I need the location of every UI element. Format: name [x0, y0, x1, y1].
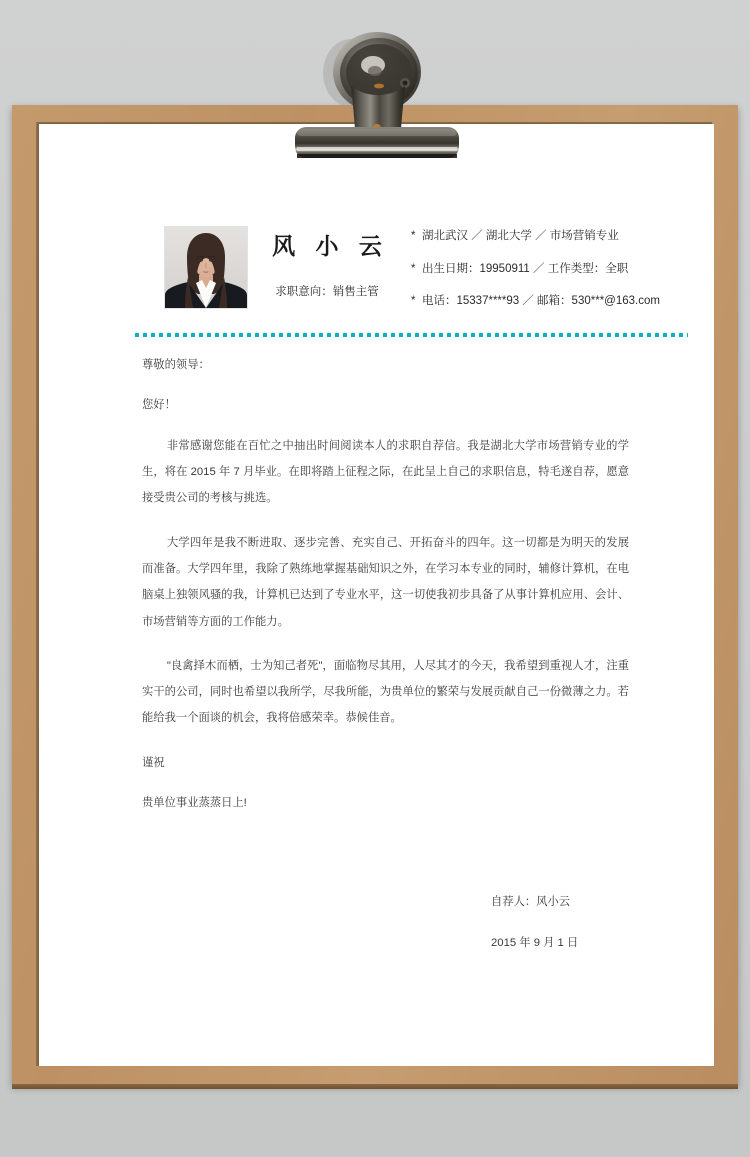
signature-block — [491, 893, 578, 950]
clipboard-board — [12, 105, 738, 1085]
contact-line-location — [411, 231, 699, 243]
resume-paper-sheet — [39, 124, 714, 1066]
asterisk-icon: * — [411, 262, 416, 275]
signature-date: 2015 年 9 月 1 日 — [491, 937, 579, 949]
contact-block — [406, 224, 699, 308]
letter-closing-1: 谨祝 — [142, 756, 165, 769]
letter-greeting: 您好！ — [142, 399, 176, 412]
resume-header — [164, 224, 699, 309]
letter-paragraph-2: 大学四年是我不断进取、逐步完善、充实自己、开拓奋斗的四年。这一切都是为明天的发展而准备。大学四年里，我除了熟练地掌握基础知识之外，在学习本专业的同时，辅修计算机，在电脑桌上独领风骚的我，计算机已达到了专业水平，这一切使我初步具备了从事计算机应用、会计、市场营销等方面的工作能力。 — [142, 536, 629, 628]
applicant-photo — [164, 226, 248, 309]
letter-body — [142, 352, 629, 830]
clipboard-clamp — [287, 28, 467, 168]
asterisk-icon: * — [411, 295, 416, 307]
signature-name: 自荐人：风小云 — [491, 896, 571, 908]
name-block — [248, 224, 406, 299]
dashed-divider — [135, 333, 688, 337]
asterisk-icon: * — [411, 230, 416, 242]
letter-salutation: 尊敬的领导： — [142, 359, 210, 371]
contact-line-birth — [411, 264, 699, 276]
letter-closing-2: 贵单位事业蒸蒸日上! — [142, 797, 247, 810]
contact-text: 电话：15337****93 ／ 邮箱：530***@163.com — [422, 295, 660, 307]
contact-line-phone-email — [411, 296, 699, 308]
contact-text: 出生日期：19950911 ／ 工作类型：全职 — [422, 262, 629, 275]
job-objective: 求职意向：销售主管 — [275, 285, 379, 298]
portrait-image — [165, 227, 247, 308]
contact-text: 湖北武汉 ／ 湖北大学 ／ 市场营销专业 — [422, 230, 619, 242]
applicant-name: 风 小 云 — [272, 233, 389, 259]
letter-paragraph-3: "良禽择木而栖，士为知己者死"，面临物尽其用，人尽其才的今天，我希望到重视人才，注重实干的公司，同时也希望以我所学，尽我所能，为贵单位的繁荣与发展贡献自己一份微薄之力。若能给我一个面谈的机会，我将倍感荣幸。恭候佳音。 — [142, 659, 629, 725]
letter-paragraph-1: 非常感谢您能在百忙之中抽出时间阅读本人的求职自荐信。我是湖北大学市场营销专业的学生，将在 2015 年 7 月毕业。在即将踏上征程之际，在此呈上自己的求职信息，特毛遂自荐，愿意接受贵公司的考核与挑选。 — [142, 439, 629, 505]
clamp-graphic — [287, 28, 467, 168]
